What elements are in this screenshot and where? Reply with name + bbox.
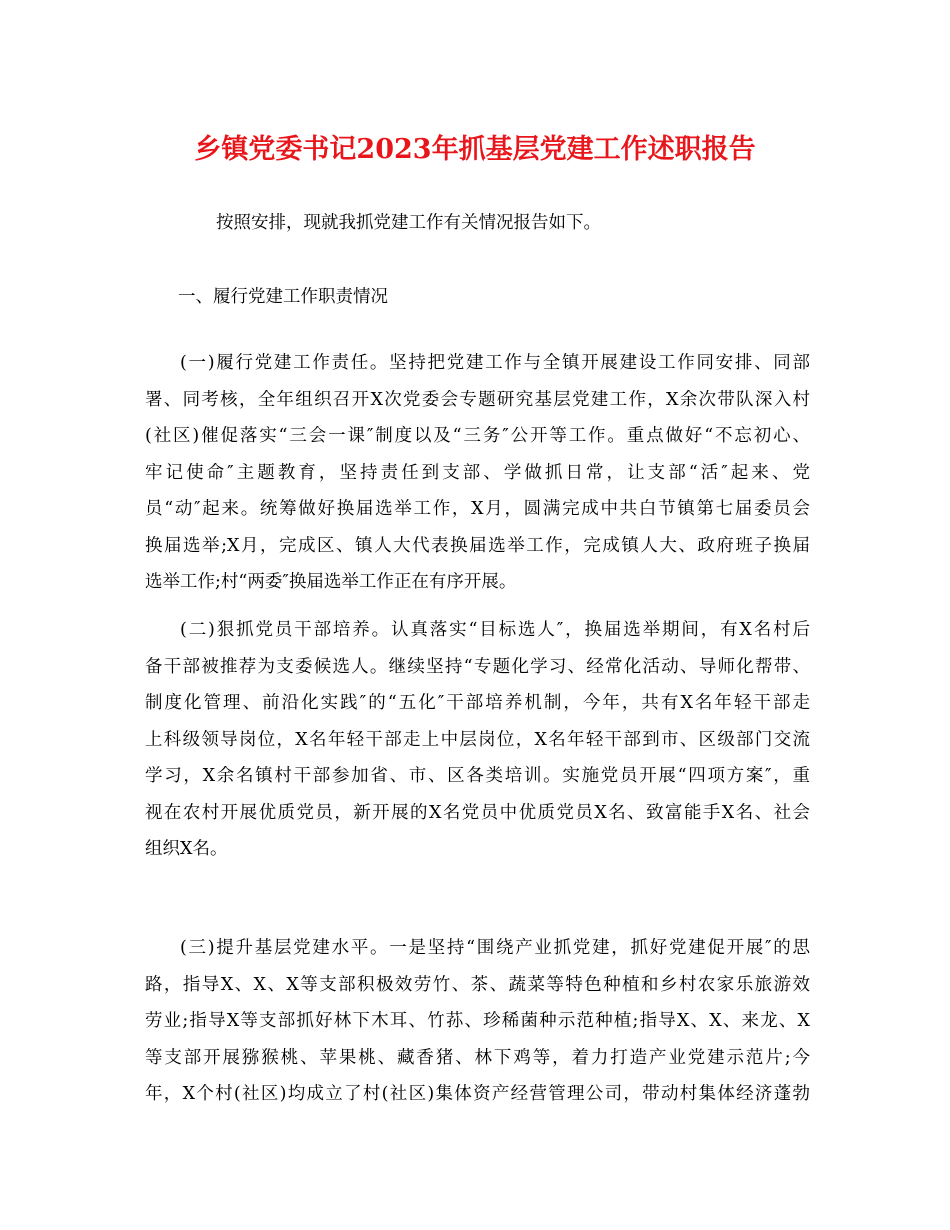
paragraph-line: 制度化管理、前沿化实践″的“五化″干部培养机制，今年，共有X名年轻干部走 bbox=[145, 693, 810, 713]
paragraph-line: 备干部被推荐为支委候选人。继续坚持“专题化学习、经常化活动、导师化帮带、 bbox=[145, 656, 810, 677]
paragraph-line: 等支部开展猕猴桃、苹果桃、藏香猪、林下鸡等，着力打造产业党建示范片;今 bbox=[145, 1047, 810, 1068]
paragraph-line: 视在农村开展优质党员，新开展的X名党员中优质党员X名、致富能手X名、社会 bbox=[145, 802, 810, 823]
paragraph-line: 换届选举;X月，完成区、镇人大代表换届选举工作，完成镇人大、政府班子换届 bbox=[145, 535, 810, 556]
paragraph-line: (二)狠抓党员干部培养。认真落实“目标选人″，换届选举期间，有X名村后 bbox=[180, 620, 810, 640]
paragraph-line: 选举工作;村“两委″换届选举工作正在有序开展。 bbox=[145, 572, 517, 592]
paragraph-line: 上科级领导岗位，X名年轻干部走上中层岗位，X名年轻干部到市、区级部门交流 bbox=[145, 729, 810, 750]
paragraph-line: 牢记使命″主题教育，坚持责任到支部、学做抓日常，让支部“活″起来、党 bbox=[145, 462, 810, 483]
document-title: 乡镇党委书记2023年抓基层党建工作述职报告 bbox=[194, 134, 756, 165]
paragraph-line: 劳业;指导X等支部抓好林下木耳、竹荪、珍稀菌种示范种植;指导X、X、来龙、X bbox=[145, 1011, 810, 1031]
section-heading: 一、履行党建工作职责情况 bbox=[178, 287, 388, 307]
paragraph-line: 年，X个村(社区)均成立了村(社区)集体资产经营管理公司，带动村集体经济蓬勃 bbox=[145, 1084, 810, 1104]
paragraph-2 bbox=[145, 612, 810, 868]
paragraph-line: 路，指导X、X、X等支部积极效劳竹、茶、蔬菜等特色种植和乡村农家乐旅游效 bbox=[145, 974, 810, 995]
paragraph-line: 学习，X余名镇村干部参加省、市、区各类培训。实施党员开展“四项方案″，重 bbox=[145, 766, 810, 786]
paragraph-3 bbox=[145, 930, 810, 1113]
paragraph-1 bbox=[145, 345, 810, 601]
paragraph-line: (社区)催促落实“三会一课″制度以及“三务″公开等工作。重点做好“不忘初心、 bbox=[145, 426, 810, 446]
paragraph-line: 署、同考核，全年组织召开X次党委会专题研究基层党建工作，X余次带队深入村 bbox=[145, 389, 810, 410]
paragraph-line: (三)提升基层党建水平。一是坚持“围绕产业抓党建，抓好党建促开展″的思 bbox=[180, 938, 810, 958]
intro-paragraph: 按照安排，现就我抓党建工作有关情况报告如下。 bbox=[216, 213, 601, 233]
paragraph-line: 员“动″起来。统筹做好换届选举工作，X月，圆满完成中共白节镇第七届委员会 bbox=[145, 499, 810, 519]
paragraph-line: 组织X名。 bbox=[145, 839, 228, 859]
paragraph-line: (一)履行党建工作责任。坚持把党建工作与全镇开展建设工作同安排、同部 bbox=[180, 353, 810, 373]
